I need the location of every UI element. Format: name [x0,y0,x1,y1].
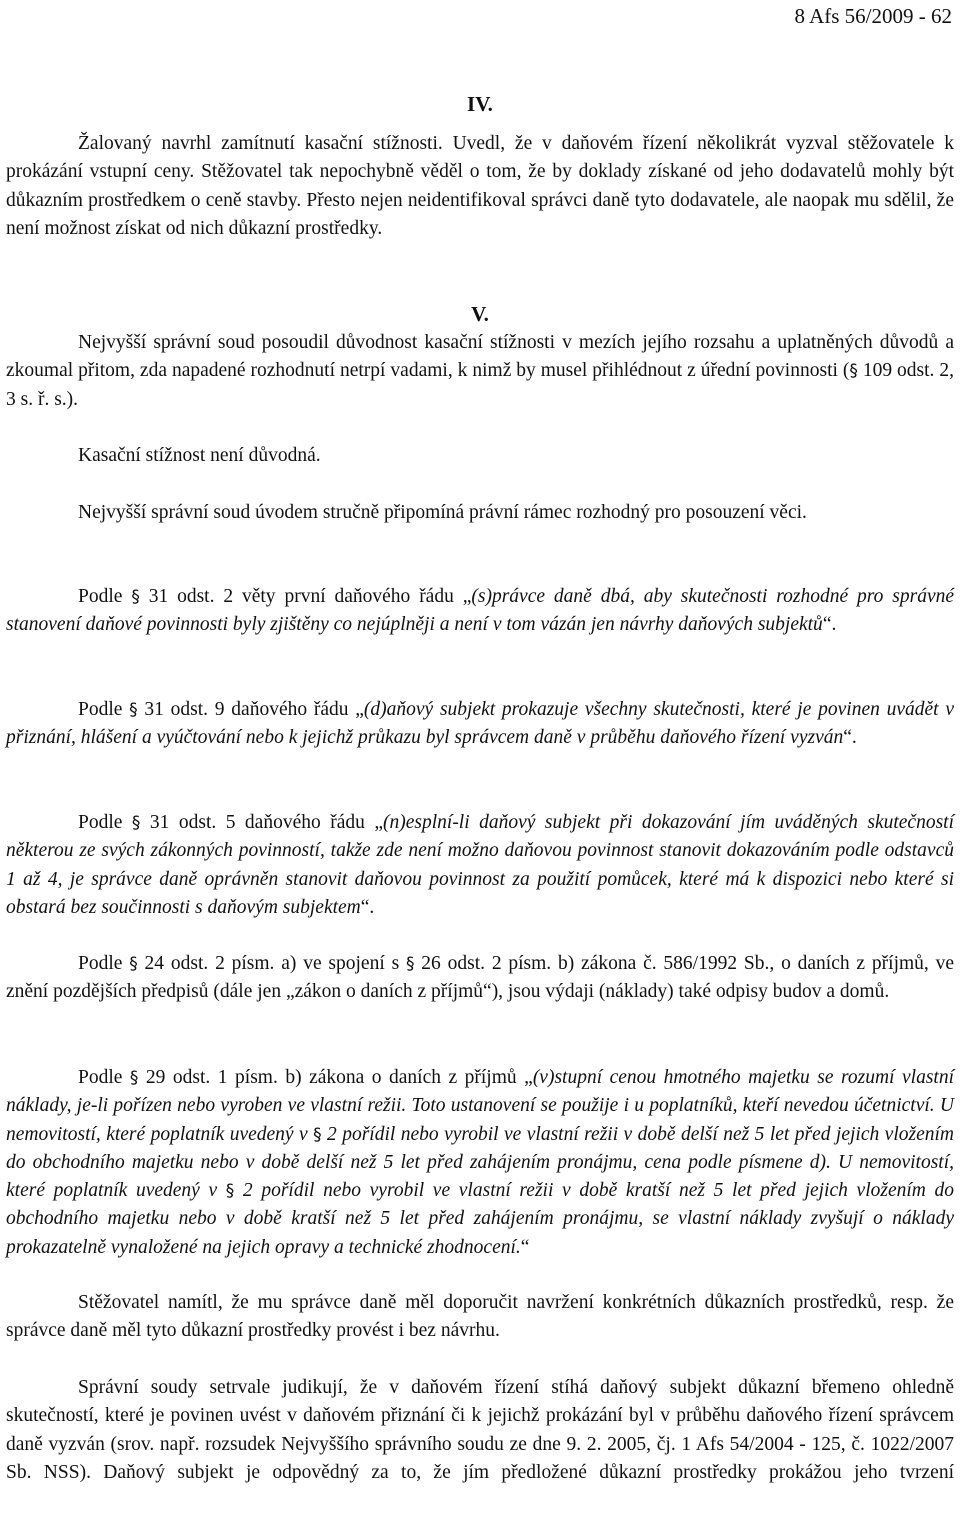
paragraph-tax-code-31-2: Podle § 31 odst. 2 věty první daňového řádu „(s)právce daně dbá, aby skutečnosti rozhodné pro správné stanovení daňové povinnosti byly zjištěny co nejúplněji a není v tom vázán jen návrhy daňových subjektů“. [6,586,955,636]
paragraph-income-tax-depreciation: Podle § 24 odst. 2 písm. a) ve spojení s § 26 odst. 2 písm. b) zákona č. 586/1992 Sb., o daních z příjmů, ve znění pozdějších předpisů (dále jen „zákon o daních z příjmů“), jsou výdaji (náklady) také odpisy budov a domů. [6,953,954,1003]
paragraph-review-scope: Nejvyšší správní soud posoudil důvodnost kasační stížnosti v mezích jejího rozsahu a uplatněných důvodů a zkoumal přitom, zda napadené rozhodnutí netrpí vadami, k nimž by musel přihlédnout z úřední povinnosti (§ 109 odst. 2, 3 s. ř. s.). [6,332,954,410]
section-sign: § [313,1124,322,1145]
section-heading-v: V. [471,302,489,326]
paragraph-tax-code-31-5: Podle § 31 odst. 5 daňového řádu „(n)esplní-li daňový subjekt při dokazování jím uváděných skutečností některou ze svých zákonných povinností, takže zde není možno daňovou povinnost stanovit dokazováním podle odstavců 1 až 4, je správce daně oprávněn stanovit daňovou povinnost za použití pomůcek, které má k dispozici nebo které si obstará bez součinnosti s daňovým subjektem“. [6,812,955,918]
paragraph-income-tax-29-1: Podle § 29 odst. 1 písm. b) zákona o daních z příjmů „(v)stupní cenou hmotného majetku se rozumí vlastní náklady, je-li pořízen nebo vyroben ve vlastní režii. Toto ustanovení se použije i u poplatníků, kteří nevedou účetnictví. U nemovitostí, které poplatník uvedený v § 2 pořídil nebo vyrobil ve vlastní režii v době delší než 5 let před jejich vložením do obchodního majetku nebo v době delší než 5 let před zahájením pronájmu, cena podle písmene d). U nemovitostí, které poplatník uvedený v § 2 pořídil nebo vyrobil ve vlastní režii v době kratší než 5 let před jejich vložením do obchodního majetku nebo v době kratší než 5 let před zahájením pronájmu, se vlastní náklady zvyšují o náklady prokazatelně vynaložené na jejich opravy a technické zhodnocení.“ [6,1067,955,1258]
section-sign: § [129,1068,139,1088]
paragraph-case-law-burden: Správní soudy setrvale judikují, že v daňovém řízení stíhá daňový subjekt důkazní břemeno ohledně skutečností, které je povinen uvést v daňovém přiznání či k jejichž prokázání byl v průběhu daňového řízení správcem daně vyzván (srov. např. rozsudek Nejvyššího správního soudu ze dne 9. 2. 2005, čj. 1 Afs 54/2004 - 125, č. 1022/2007 Sb. NSS). Daňový subjekt je odpovědný za to, že jím předložené důkazní prostředky prokážou jeho tvrzení [6,1377,954,1483]
section-sign: § [129,954,138,974]
section-sign: § [129,700,138,720]
paragraph-tax-code-31-9: Podle § 31 odst. 9 daňového řádu „(d)aňový subjekt prokazuje všechny skutečnosti, které je povinen uvádět v přiznání, hlášení a vyúčtování nebo k jejichž průkazu byl správcem daně v průběhu daňového řízení vyzván“. [6,699,954,749]
case-number-header: 8 Afs 56/2009 - 62 [794,4,952,28]
paragraph-not-justified: Kasační stížnost není důvodná. [78,445,321,466]
paragraph-respondent-position: Žalovaný navrhl zamítnutí kasační stížnosti. Uvedl, že v daňovém řízení několikrát vyzval stěžovatele k prokázání vstupní ceny. Stěžovatel tak nepochybně věděl o tom, že by doklady získané od jeho dodavatelů mohly být důkazním prostředkem o ceně stavby. Přesto nejen neidentifikoval správci daně tyto dodavatele, ale naopak mu sdělil, že není možnost získat od nich důkazní prostředky. [6,133,954,239]
section-sign: § [405,954,415,974]
section-sign: § [849,361,858,382]
section-sign: § [131,587,140,607]
section-sign: § [131,813,141,833]
paragraph-legal-framework: Nejvyšší správní soud úvodem stručně připomíná právní rámec rozhodný pro posouzení věci. [78,502,807,523]
paragraph-complainant-objection: Stěžovatel namítl, že mu správce daně měl doporučit navržení konkrétních důkazních prostředků, resp. že správce daně měl tyto důkazní prostředky provést i bez návrhu. [6,1292,954,1342]
section-heading-iv: IV. [467,92,493,116]
section-sign: § [225,1181,235,1202]
